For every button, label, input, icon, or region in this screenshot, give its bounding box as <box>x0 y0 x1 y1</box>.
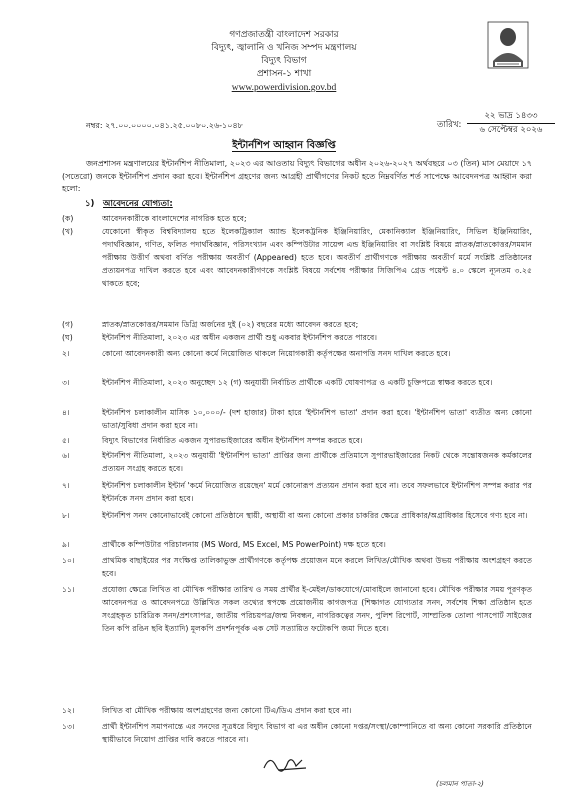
list-item-text: প্রার্থীকে কম্পিউটার পরিচালনায় (MS Word, MS Excel, MS PowerPoint) দক্ষ হতে হবে। <box>102 540 386 549</box>
list-item <box>62 347 532 360</box>
list-item <box>62 479 532 505</box>
date-block <box>467 110 555 136</box>
list-item-marker: ১১। <box>62 585 75 594</box>
date-bangla: ২২ ভাদ্র ১৪৩৩ <box>467 110 555 124</box>
list-item <box>62 406 532 432</box>
list-item <box>62 554 532 580</box>
list-item-text: ইন্টার্নশিপ নীতিমালা, ২০২৩ অনুচ্ছেদ ১২ (গ) অনুযায়ী নির্বাচিত প্রার্থীকে একটি ঘোষণাপত্র ও একটি চুক্তিপত্রে স্বাক্ষর করতে হবে। <box>102 378 493 387</box>
list-item-text: আবেদনকারীকে বাংলাদেশের নাগরিক হতে হবে; <box>102 214 247 223</box>
intro-paragraph: জনপ্রশাসন মন্ত্রণালয়ের ইন্টার্নশিপ নীতিমালা, ২০২৩ এর আওতায় বিদ্যুৎ বিভাগের অধীন ২০২৬-২০২৭ অর্থবছরে ০৩ (তিন) মাস মেয়াদে ১৭ (সতেরো) জনকে ইন্টার্নশিপ প্রদান করা হবে। ইন্টার্নশিপ গ্রহণের জন্য আগ্রহী প্রার্থীগণের নিকট হতে নিম্নবর্ণিত শর্ত সাপেক্ষে আবেদনপত্র আহ্বান করা হলো: <box>62 159 532 194</box>
list-item-marker: (ঘ) <box>62 333 73 342</box>
list-item-marker: ৭। <box>62 481 70 490</box>
memo-number: নম্বর: ২৭.০০.০০০০.০৪১.২৫.০০৮০.২৬-১০৪৮ <box>86 121 243 130</box>
signature-icon <box>258 752 314 774</box>
list-item <box>62 583 532 635</box>
govt-name: গণপ্রজাতন্ত্রী বাংলাদেশ সরকার <box>229 30 339 40</box>
list-item-marker: ১০। <box>62 556 75 565</box>
list-item <box>62 376 532 389</box>
list-item <box>62 449 532 475</box>
list-item-marker: ৪। <box>62 408 70 417</box>
list-item-marker: ১৩। <box>62 722 75 731</box>
list-item <box>62 538 532 551</box>
list-item-text: যেকোনো স্বীকৃত বিশ্ববিদ্যালয় হতে ইলেকট্রিক্যাল অ্যান্ড ইলেকট্রনিক ইঞ্জিনিয়ারিং, মেকানিক্যাল ইঞ্জিনিয়ারিং, সিভিল ইঞ্জিনিয়ারিং, পদার্থবিজ্ঞান, গণিত, ফলিত পদার্থবিজ্ঞান, পরিসংখ্যান এবং কম্পিউটার সায়েন্স এন্ড ইঞ্জিনিয়ারিং বা সংশ্লিষ্ট বিষয়ে স্নাতক/স্নাতকোত্তর/সমমান পরীক্ষায় উত্তীর্ণ অথবা বর্ণিত পরীক্ষায় অবতীর্ণ (Appeared) হতে হবে। অবতীর্ণ প্রার্থীগণকে পরীক্ষায় অবতীর্ণ মর্মে সংশ্লিষ্ট প্রতিষ্ঠানের প্রত্যয়নপত্র দাখিল করতে হবে এবং আবেদনকারীগণকে সংশ্লিষ্ট বিষয়ে সর্বশেষ পরীক্ষার সিজিপিএ গ্রেড পয়েন্ট ৪.০ স্কেলে ন্যূনতম ৩.২৫ থাকতে হবে; <box>102 227 532 288</box>
ministry-name: বিদ্যুৎ, জ্বালানি ও খনিজ সম্পদ মন্ত্রণালয় <box>211 43 357 53</box>
date-label: তারিখ: <box>437 120 462 130</box>
list-item-marker: ৯। <box>62 540 70 549</box>
list-item-marker: ৬। <box>62 451 70 460</box>
list-item-marker: ১২। <box>62 706 75 715</box>
list-item-marker: (ক) <box>62 214 74 223</box>
list-item-text: কোনো আবেদনকারী অন্য কোনো কর্মে নিয়োজিত থাকলে নিয়োগকারী কর্তৃপক্ষের অনাপত্তি সনদ দাখিল করতে হবে। <box>102 349 451 358</box>
notice-title <box>0 138 568 155</box>
division-name: বিদ্যুৎ বিভাগ <box>261 56 307 66</box>
list-item-text: ইন্টার্নশিপ চলাকালীন ইন্টার্ন 'কর্মে নিয়োজিত রয়েছেন' মর্মে কোনোরূপ প্রত্যয়ন প্রদান করা হবে না। তবে সফলভাবে ইন্টার্নশিপ সম্পন্ন করার পর ইন্টার্নকে সনদ প্রদান করা হবে। <box>102 481 532 503</box>
date-gregorian: ৬ সেপ্টেম্বর ২০২৬ <box>479 125 543 135</box>
list-item-marker: ৩। <box>62 378 70 387</box>
list-item-text: ইন্টার্নশিপ সনদ কোনোভাবেই কোনো প্রতিষ্ঠানে স্থায়ী, অস্থায়ী বা অন্য কোনো প্রকার চাকরির ক্ষেত্রে প্রাধিকার/অগ্রাধিকার হিসেবে গণ্য হবে না। <box>102 511 528 520</box>
list-item-text: প্রযোজ্য ক্ষেত্রে লিখিত বা মৌখিক পরীক্ষার তারিখ ও সময় প্রার্থীর ই-মেইল/ডাকযোগে/মোবাইলে জানানো হবে। মৌখিক পরীক্ষার সময় পূরণকৃত আবেদনপত্র ও আবেদনপত্রে উল্লিখিত সকল তথ্যের স্বপক্ষে প্রয়োজনীয় কাগজপত্র (শিক্ষাগত যোগ্যতার সনদ, সর্বশেষ শিক্ষা প্রতিষ্ঠান হতে সংগ্রহকৃত চারিত্রিক সনদ/প্রশংসাপত্র, জাতীয় পরিচয়পত্র/জন্ম নিবন্ধন, নাগরিকত্বের সনদ, পুলিশ রিপোর্ট, সাম্প্রতিক তোলা পাসপোর্ট সাইজের তিন কপি রঙিন ছবি ইত্যাদি) মূলকপি প্রদর্শনপূর্বক এক সেট সত্যায়িত ফটোকপি জমা দিতে হবে। <box>102 585 532 633</box>
list-item-text: ইন্টার্নশিপ নীতিমালা, ২০২৩ এর অধীন একজন প্রার্থী শুধু একবার ইন্টার্নশিপ করতে পারবে। <box>102 333 378 342</box>
list-item-text: ইন্টার্নশিপ চলাকালীন মাসিক ১০,০০০/- (দশ হাজার) টাকা হারে 'ইন্টার্নশিপ ভাতা' প্রদান করা হবে। 'ইন্টার্নশিপ ভাতা' ব্যতীত অন্য কোনো ভাতা/সুবিধা প্রদান করা হবে না। <box>102 408 532 430</box>
notice-title-text: ইন্টার্নশিপ আহ্বান বিজ্ঞপ্তি <box>232 140 336 151</box>
list-item <box>62 318 532 331</box>
list-item-text: বিদ্যুৎ বিভাগের নির্ধারিত একজন সুপারভাইজারের অধীন ইন্টার্নশিপ সম্পন্ন করতে হবে। <box>102 436 363 445</box>
list-item-marker: (গ) <box>62 320 74 329</box>
list-item <box>62 212 532 225</box>
list-item-marker: ২। <box>62 349 70 358</box>
list-item-text: লিখিত বা মৌখিক পরীক্ষায় অংশগ্রহণের জন্য কোনো টিএ/ডিএ প্রদান করা হবে না। <box>102 706 352 715</box>
section-name: প্রশাসন-১ শাখা <box>256 69 312 79</box>
list-item <box>62 331 532 344</box>
list-item <box>62 434 532 447</box>
section-title: আবেদনের যোগ্যতা: <box>103 199 173 209</box>
section-number: ১) <box>85 199 95 209</box>
list-item-text: ইন্টার্নশিপ নীতিমালা, ২০২৩ অনুযায়ী 'ইন্টার্নশিপ ভাতা' প্রাপ্তির জন্য প্রার্থীকে প্রতিমাসে সুপারভাইজারের নিকট থেকে সন্তোষজনক কর্মকালের প্রত্যয়ন সংগ্রহ করতে হবে। <box>102 451 532 473</box>
list-item-text: প্রার্থী ইন্টার্নশিপ সমাপনান্তে এর সনদের সূত্রধরে বিদ্যুৎ বিভাগ বা এর অধীন কোনো দপ্তর/সংস্থা/কোম্পানিতে বা অন্য কোনো সরকারি প্রতিষ্ঠানে স্থায়ীভাবে নিয়োগ প্রাপ্তির দাবি করতে পারবে না। <box>102 722 532 744</box>
list-item <box>62 225 532 290</box>
list-item-marker: (খ) <box>62 227 74 236</box>
continued-page-note: (চলমান পাতা-২) <box>436 780 484 788</box>
list-item-marker: ৫। <box>62 436 70 445</box>
list-item-text: প্রাথমিক বাছাইয়ের পর সংক্ষিপ্ত তালিকাভুক্ত প্রার্থীগণকে কর্তৃপক্ষ প্রয়োজন মনে করলে লিখিত/মৌখিক অথবা উভয় পরীক্ষায় অংশগ্রহণ করতে হবে। <box>102 556 532 578</box>
list-item <box>62 509 532 522</box>
list-item-text: স্নাতক/স্নাতকোত্তর/সমমান ডিগ্রি অর্জনের দুই (০২) বছরের মধ্যে আবেদন করতে হবে; <box>102 320 359 329</box>
list-item <box>62 704 532 717</box>
list-item-marker: ৮। <box>62 511 70 520</box>
website-link[interactable]: www.powerdivision.gov.bd <box>231 83 337 93</box>
list-item <box>62 720 532 746</box>
